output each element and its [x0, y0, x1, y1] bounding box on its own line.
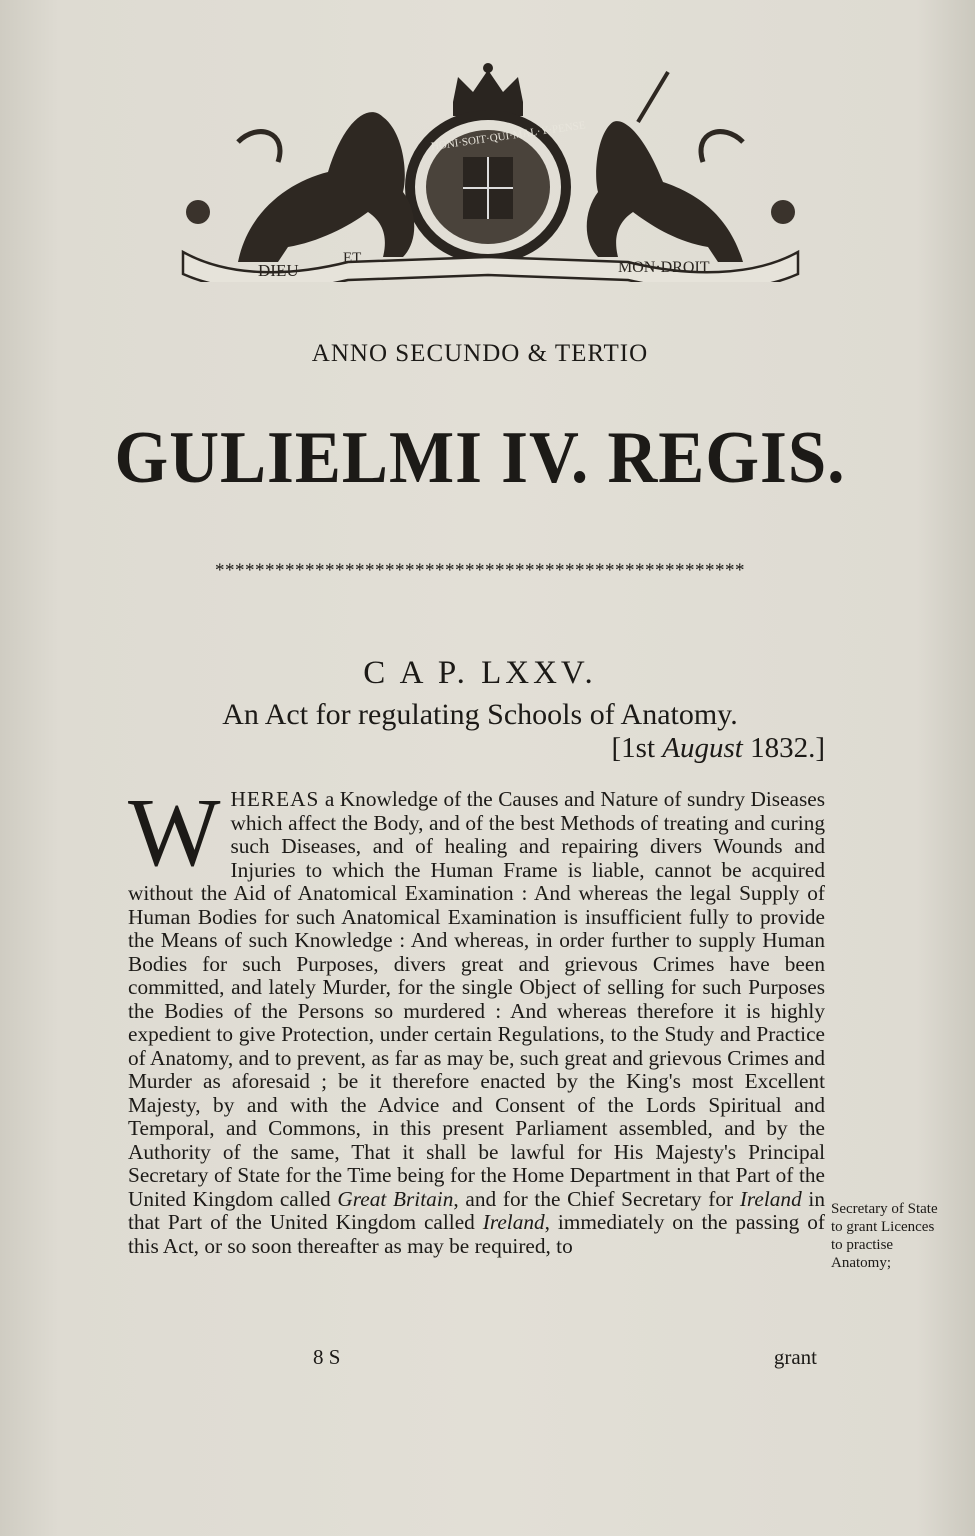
- anno-heading: ANNO SECUNDO & TERTIO: [311, 340, 649, 367]
- regis-heading: GULIELMI IV. REGIS.: [114, 415, 846, 498]
- act-title: An Act for regulating Schools of Anatomy.: [222, 698, 738, 731]
- drop-cap: W: [128, 779, 221, 887]
- act-date: [1st August 1832.]: [611, 732, 825, 764]
- motto-et: ET: [343, 250, 362, 266]
- star-rule: *****************************************************: [215, 560, 745, 581]
- chapter-heading: C A P. LXXV.: [363, 655, 597, 691]
- motto-mon-droit: MON·DROIT: [618, 259, 710, 276]
- garter-motto: HONI·SOIT·QUI·MAL·Y·PENSE: [430, 119, 587, 153]
- date-month: August: [662, 732, 743, 764]
- place-ireland: Ireland: [739, 1186, 802, 1211]
- lead-word: HEREAS: [230, 787, 320, 811]
- royal-coat-of-arms: [168, 62, 813, 282]
- place-great-britain: Great Britain: [337, 1186, 454, 1211]
- act-preamble: WHEREAS a Knowledge of the Causes and Nature of sundry Diseases which affect the Body, and of the best Methods of treating and curing such Diseases, and of healing and repairing divers Wounds and Injuries to which the Human Frame is liable, cannot be acquired without the Aid of Anatomical Examination : And whereas the legal Supply of Human Bodies for such Anatomical Examination is insufficient fully to provide the Means of such Knowledge : And whereas, in order further to supply Human Bodies for such Purposes, divers great and grievous Crimes have been committed, and lately Murder, for the single Object of selling for such Purposes the Bodies of the Persons so murdered : And whereas therefore it is highly expedient to give Protection, under certain Regulations, to the Study and Practice of Anatomy, and to prevent, as far as may be, such great and grievous Crimes and Murder as aforesaid ; be it therefore enacted by the King's most Excellent Majesty, by and with the Advice and Consent of the Lords Spiritual and Temporal, and Commons, in this present Parliament assembled, and by the Authority of the same, That it shall be lawful for His Majesty's Principal Secretary of State for the Time being for the Home Department in that Part of the United Kingdom called Great Britain, and for the Chief Secretary for Ireland in that Part of the United Kingdom called Ireland, immediately on the passing of this Act, or so soon thereafter as may be required, to: [128, 779, 825, 1258]
- catchword: grant: [773, 1345, 817, 1369]
- margin-note: Secretary of State to grant Licences to practise Anatomy;: [831, 1201, 938, 1271]
- place-ireland-2: Ireland: [482, 1210, 545, 1234]
- motto-dieu: DIEU: [258, 261, 299, 280]
- signature-mark: 8 S: [313, 1345, 341, 1369]
